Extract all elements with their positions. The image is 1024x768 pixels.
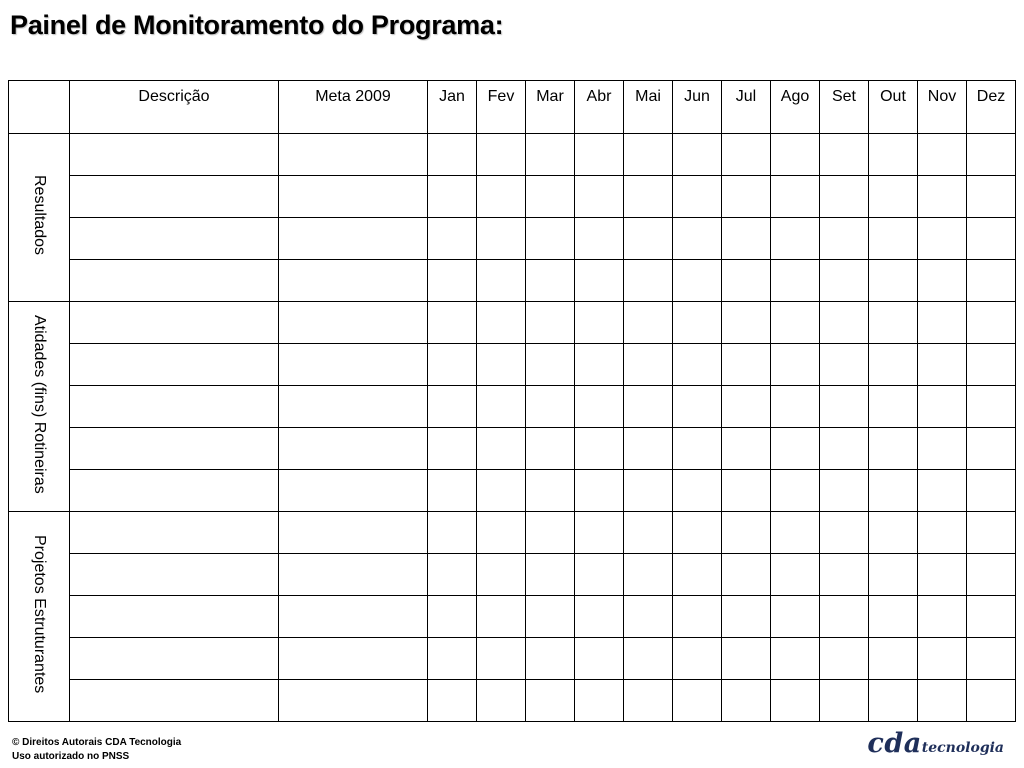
description-cell xyxy=(70,302,279,344)
month-cell xyxy=(918,386,967,428)
description-cell xyxy=(70,218,279,260)
table-body xyxy=(9,134,1016,722)
target-cell xyxy=(279,680,428,722)
month-cell xyxy=(918,470,967,512)
month-cell xyxy=(526,260,575,302)
month-cell xyxy=(477,512,526,554)
table-row xyxy=(9,134,1016,176)
month-cell xyxy=(526,428,575,470)
month-cell xyxy=(673,470,722,512)
month-cell xyxy=(428,470,477,512)
month-cell xyxy=(722,134,771,176)
month-cell xyxy=(771,218,820,260)
month-cell xyxy=(869,386,918,428)
month-cell xyxy=(673,134,722,176)
month-cell xyxy=(918,638,967,680)
column-header-month: Dez xyxy=(967,81,1016,134)
month-cell xyxy=(820,596,869,638)
month-cell xyxy=(722,218,771,260)
description-cell xyxy=(70,596,279,638)
month-cell xyxy=(869,680,918,722)
section-label-cell xyxy=(9,512,70,722)
month-cell xyxy=(967,512,1016,554)
month-cell xyxy=(771,596,820,638)
month-cell xyxy=(820,512,869,554)
description-cell xyxy=(70,638,279,680)
month-cell xyxy=(624,638,673,680)
month-cell xyxy=(967,134,1016,176)
description-cell xyxy=(70,260,279,302)
month-cell xyxy=(477,302,526,344)
month-cell xyxy=(967,554,1016,596)
month-cell xyxy=(869,260,918,302)
month-cell xyxy=(918,428,967,470)
section-label-cell xyxy=(9,134,70,302)
month-cell xyxy=(967,218,1016,260)
month-cell xyxy=(428,512,477,554)
month-cell xyxy=(869,302,918,344)
month-cell xyxy=(624,386,673,428)
description-cell xyxy=(70,680,279,722)
month-cell xyxy=(771,344,820,386)
description-cell xyxy=(70,512,279,554)
month-cell xyxy=(869,218,918,260)
column-header-month: Set xyxy=(820,81,869,134)
logo-main-text: cda xyxy=(867,728,922,759)
month-cell xyxy=(673,638,722,680)
month-cell xyxy=(477,470,526,512)
logo-sub-text: tecnologia xyxy=(921,740,1004,756)
month-cell xyxy=(624,134,673,176)
month-cell xyxy=(771,638,820,680)
month-cell xyxy=(526,596,575,638)
table-row xyxy=(9,176,1016,218)
target-cell xyxy=(279,344,428,386)
month-cell xyxy=(575,596,624,638)
month-cell xyxy=(820,134,869,176)
month-cell xyxy=(820,386,869,428)
usage-text: Uso autorizado no PNSS xyxy=(12,751,130,762)
month-cell xyxy=(526,386,575,428)
target-cell xyxy=(279,638,428,680)
description-cell xyxy=(70,344,279,386)
month-cell xyxy=(526,344,575,386)
table-row xyxy=(9,512,1016,554)
month-cell xyxy=(820,470,869,512)
month-cell xyxy=(869,344,918,386)
month-cell xyxy=(624,554,673,596)
month-cell xyxy=(575,344,624,386)
month-cell xyxy=(918,134,967,176)
month-cell xyxy=(526,302,575,344)
section-label: Resultados xyxy=(31,174,48,256)
month-cell xyxy=(771,470,820,512)
month-cell xyxy=(771,680,820,722)
table-row xyxy=(9,218,1016,260)
month-cell xyxy=(722,512,771,554)
month-cell xyxy=(869,428,918,470)
month-cell xyxy=(771,260,820,302)
target-cell xyxy=(279,218,428,260)
month-cell xyxy=(477,134,526,176)
target-cell xyxy=(279,428,428,470)
month-cell xyxy=(869,554,918,596)
month-cell xyxy=(869,176,918,218)
month-cell xyxy=(820,218,869,260)
table-row xyxy=(9,302,1016,344)
target-cell xyxy=(279,134,428,176)
month-cell xyxy=(428,596,477,638)
month-cell xyxy=(428,386,477,428)
month-cell xyxy=(722,470,771,512)
month-cell xyxy=(624,260,673,302)
month-cell xyxy=(918,302,967,344)
month-cell xyxy=(967,680,1016,722)
table-row xyxy=(9,638,1016,680)
month-cell xyxy=(869,470,918,512)
month-cell xyxy=(575,428,624,470)
column-header-month: Jul xyxy=(722,81,771,134)
month-cell xyxy=(918,554,967,596)
month-cell xyxy=(624,344,673,386)
month-cell xyxy=(918,260,967,302)
month-cell xyxy=(477,638,526,680)
description-cell xyxy=(70,428,279,470)
month-cell xyxy=(771,176,820,218)
month-cell xyxy=(722,596,771,638)
month-cell xyxy=(575,302,624,344)
month-cell xyxy=(771,428,820,470)
month-cell xyxy=(967,302,1016,344)
month-cell xyxy=(673,428,722,470)
month-cell xyxy=(722,386,771,428)
table-row xyxy=(9,554,1016,596)
month-cell xyxy=(428,260,477,302)
month-cell xyxy=(820,344,869,386)
target-cell xyxy=(279,470,428,512)
description-cell xyxy=(70,134,279,176)
month-cell xyxy=(967,176,1016,218)
month-cell xyxy=(428,638,477,680)
month-cell xyxy=(575,680,624,722)
target-cell xyxy=(279,260,428,302)
month-cell xyxy=(722,176,771,218)
target-cell xyxy=(279,554,428,596)
month-cell xyxy=(477,218,526,260)
column-header-description: Descrição xyxy=(70,81,279,134)
copyright-footer xyxy=(12,736,181,764)
section-label-cell xyxy=(9,302,70,512)
month-cell xyxy=(820,680,869,722)
month-cell xyxy=(673,302,722,344)
column-header-month: Out xyxy=(869,81,918,134)
month-cell xyxy=(722,428,771,470)
month-cell xyxy=(869,134,918,176)
month-cell xyxy=(477,596,526,638)
month-cell xyxy=(526,134,575,176)
month-cell xyxy=(673,344,722,386)
month-cell xyxy=(526,470,575,512)
column-header-month: Ago xyxy=(771,81,820,134)
table-row xyxy=(9,470,1016,512)
month-cell xyxy=(428,344,477,386)
month-cell xyxy=(771,554,820,596)
month-cell xyxy=(428,134,477,176)
month-cell xyxy=(771,302,820,344)
page-title: Painel de Monitoramento do Programa: xyxy=(10,10,504,40)
month-cell xyxy=(428,218,477,260)
month-cell xyxy=(967,428,1016,470)
month-cell xyxy=(918,512,967,554)
month-cell xyxy=(428,554,477,596)
month-cell xyxy=(820,302,869,344)
month-cell xyxy=(477,554,526,596)
month-cell xyxy=(820,554,869,596)
month-cell xyxy=(428,302,477,344)
month-cell xyxy=(575,176,624,218)
description-cell xyxy=(70,554,279,596)
target-cell xyxy=(279,596,428,638)
header-row xyxy=(9,81,1016,134)
month-cell xyxy=(477,260,526,302)
company-logo xyxy=(867,728,1004,759)
month-cell xyxy=(428,428,477,470)
month-cell xyxy=(477,680,526,722)
table-row xyxy=(9,596,1016,638)
month-cell xyxy=(820,638,869,680)
month-cell xyxy=(918,176,967,218)
monitoring-table xyxy=(8,80,1016,722)
target-cell xyxy=(279,512,428,554)
month-cell xyxy=(967,386,1016,428)
month-cell xyxy=(575,386,624,428)
month-cell xyxy=(722,638,771,680)
month-cell xyxy=(673,512,722,554)
month-cell xyxy=(673,680,722,722)
column-header-month: Abr xyxy=(575,81,624,134)
month-cell xyxy=(575,554,624,596)
month-cell xyxy=(526,218,575,260)
month-cell xyxy=(820,176,869,218)
month-cell xyxy=(673,176,722,218)
month-cell xyxy=(722,680,771,722)
month-cell xyxy=(820,428,869,470)
month-cell xyxy=(918,344,967,386)
month-cell xyxy=(624,302,673,344)
month-cell xyxy=(624,428,673,470)
table-row xyxy=(9,344,1016,386)
month-cell xyxy=(526,680,575,722)
month-cell xyxy=(624,218,673,260)
month-cell xyxy=(673,218,722,260)
column-header-target: Meta 2009 xyxy=(279,81,428,134)
month-cell xyxy=(526,176,575,218)
table-row xyxy=(9,386,1016,428)
month-cell xyxy=(967,596,1016,638)
description-cell xyxy=(70,176,279,218)
table-row xyxy=(9,428,1016,470)
month-cell xyxy=(869,638,918,680)
month-cell xyxy=(771,386,820,428)
month-cell xyxy=(477,344,526,386)
month-cell xyxy=(967,260,1016,302)
month-cell xyxy=(820,260,869,302)
month-cell xyxy=(477,386,526,428)
month-cell xyxy=(575,512,624,554)
month-cell xyxy=(967,638,1016,680)
column-header-month: Nov xyxy=(918,81,967,134)
column-header-month: Jan xyxy=(428,81,477,134)
month-cell xyxy=(967,470,1016,512)
month-cell xyxy=(624,176,673,218)
column-header-month: Mai xyxy=(624,81,673,134)
column-header-month: Fev xyxy=(477,81,526,134)
month-cell xyxy=(673,260,722,302)
description-cell xyxy=(70,470,279,512)
description-cell xyxy=(70,386,279,428)
target-cell xyxy=(279,386,428,428)
month-cell xyxy=(918,596,967,638)
month-cell xyxy=(722,260,771,302)
month-cell xyxy=(575,218,624,260)
month-cell xyxy=(918,218,967,260)
month-cell xyxy=(428,176,477,218)
month-cell xyxy=(477,428,526,470)
month-cell xyxy=(575,470,624,512)
month-cell xyxy=(722,344,771,386)
section-label: Projetos Estruturantes xyxy=(31,534,48,694)
month-cell xyxy=(771,512,820,554)
month-cell xyxy=(526,554,575,596)
month-cell xyxy=(624,680,673,722)
month-cell xyxy=(673,554,722,596)
copyright-text: © Direitos Autorais CDA Tecnologia xyxy=(12,737,182,748)
month-cell xyxy=(722,554,771,596)
month-cell xyxy=(967,344,1016,386)
column-header-month: Jun xyxy=(673,81,722,134)
target-cell xyxy=(279,302,428,344)
corner-cell xyxy=(9,81,70,134)
table-row xyxy=(9,260,1016,302)
column-header-month: Mar xyxy=(526,81,575,134)
month-cell xyxy=(624,596,673,638)
month-cell xyxy=(771,134,820,176)
month-cell xyxy=(575,134,624,176)
month-cell xyxy=(575,260,624,302)
month-cell xyxy=(624,512,673,554)
month-cell xyxy=(428,680,477,722)
month-cell xyxy=(722,302,771,344)
month-cell xyxy=(869,596,918,638)
month-cell xyxy=(673,386,722,428)
section-label: Atidades (fins) Rotineiras xyxy=(31,314,48,494)
month-cell xyxy=(869,512,918,554)
target-cell xyxy=(279,176,428,218)
table-row xyxy=(9,680,1016,722)
month-cell xyxy=(526,638,575,680)
month-cell xyxy=(673,596,722,638)
month-cell xyxy=(575,638,624,680)
month-cell xyxy=(918,680,967,722)
month-cell xyxy=(526,512,575,554)
month-cell xyxy=(624,470,673,512)
month-cell xyxy=(477,176,526,218)
